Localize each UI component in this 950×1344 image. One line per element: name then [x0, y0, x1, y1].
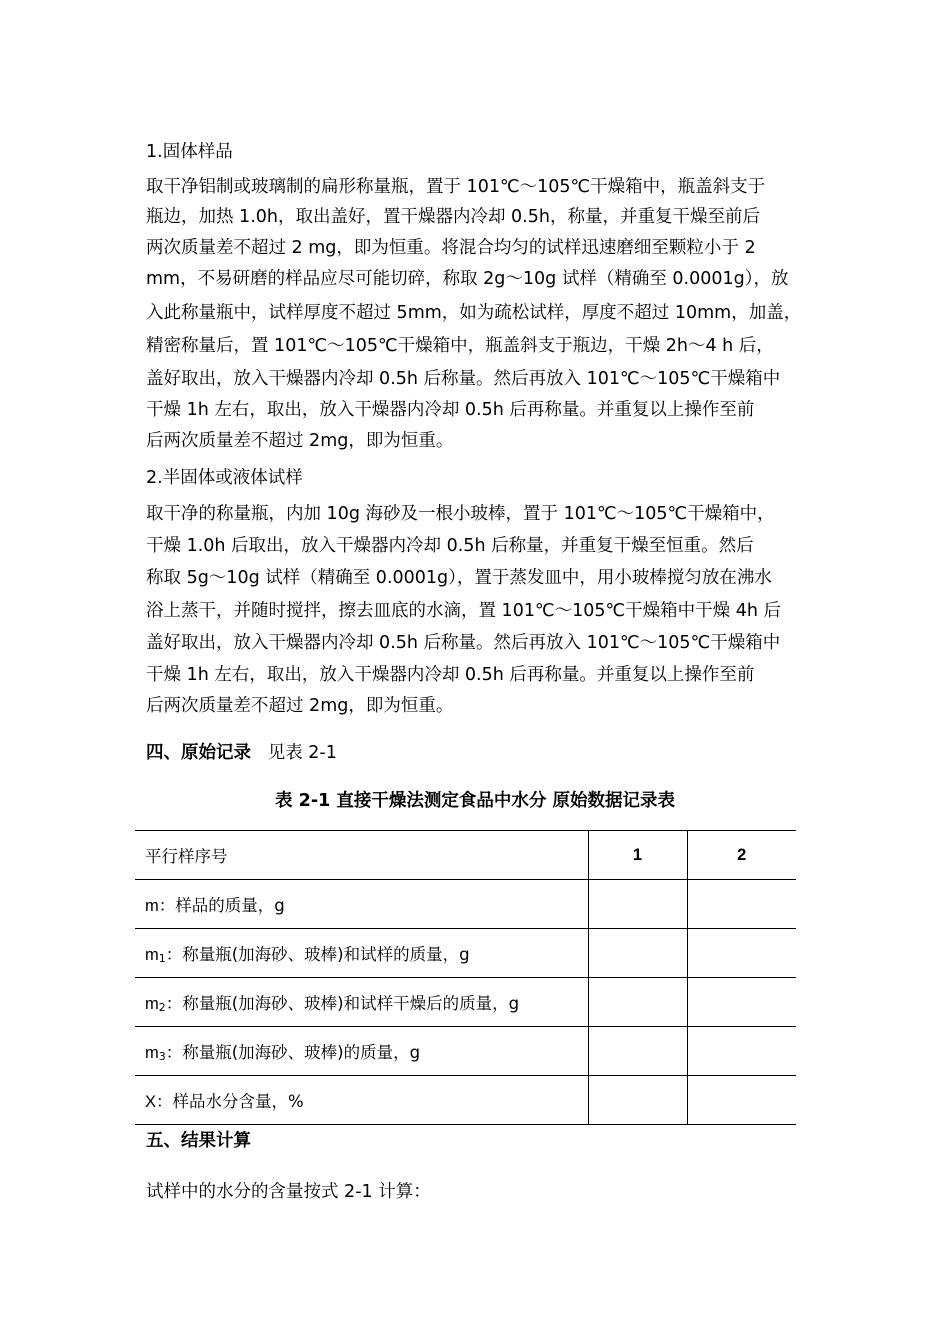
row-label: [135, 880, 588, 929]
section1-line: 两次质量差不超过 2 mg，即为恒重。将混合均匀的试样迅速磨细至颗粒小于 2: [146, 238, 756, 258]
section2-line: 取干净的称量瓶，内加 10g 海砂及一根小玻棒，置于 101℃～105℃干燥箱中，: [146, 504, 775, 524]
header-col-2: 2: [687, 831, 796, 880]
table-row: [135, 978, 796, 1027]
cell-sample-2[interactable]: [687, 978, 796, 1027]
section1-line: 盖好取出，放入干燥器内冷却 0.5h 后称量。然后再放入 101℃～105℃干燥箱中: [146, 369, 781, 389]
row-subscript: 1: [158, 952, 166, 965]
cell-sample-1[interactable]: [588, 1027, 687, 1076]
cell-sample-1[interactable]: [588, 978, 687, 1027]
section2-line: 称取 5g～10g 试样（精确至 0.0001g），置于蒸发皿中，用小玻棒搅匀放在沸水: [146, 568, 772, 588]
cell-sample-1[interactable]: [588, 880, 687, 929]
section2-line: 浴上蒸干，并随时搅拌，擦去皿底的水滴，置 101℃～105℃干燥箱中干燥 4h 后: [146, 601, 782, 621]
table-caption: 表 2-1 直接干燥法测定食品中水分 原始数据记录表: [275, 791, 675, 811]
cell-sample-1[interactable]: [588, 1076, 687, 1125]
header-col-1: 1: [588, 831, 687, 880]
row-label: [135, 1027, 588, 1076]
cell-sample-2[interactable]: [687, 880, 796, 929]
cell-sample-2[interactable]: [687, 1076, 796, 1125]
section4-heading: 四、原始记录: [146, 743, 251, 763]
header-label: 平行样序号: [135, 831, 588, 880]
row-label: [135, 929, 588, 978]
section1-line: 瓶边，加热 1.0h，取出盖好，置干燥器内冷却 0.5h，称量，并重复干燥至前后: [146, 207, 760, 227]
table-row: [135, 1076, 796, 1125]
row-subscript: 2: [158, 1001, 166, 1014]
row-text: ：称量瓶(加海砂、玻棒)的质量，g: [165, 1043, 421, 1062]
cell-sample-1[interactable]: [588, 929, 687, 978]
row-symbol: X: [145, 1093, 157, 1111]
row-text: ：称量瓶(加海砂、玻棒)和试样干燥后的质量，g: [165, 994, 520, 1013]
section2-line: 干燥 1.0h 后取出，放入干燥器内冷却 0.5h 后称量，并重复干燥至恒重。然后: [146, 536, 754, 556]
section1-line: 入此称量瓶中，试样厚度不超过 5mm，如为疏松试样，厚度不超过 10mm，加盖，: [146, 303, 802, 323]
section2-line: 盖好取出，放入干燥器内冷却 0.5h 后称量。然后再放入 101℃～105℃干燥箱中: [146, 633, 781, 653]
section4-table-ref: 见表 2-1: [267, 743, 337, 763]
section1-line: 取干净铝制或玻璃制的扁形称量瓶，置于 101℃～105℃干燥箱中，瓶盖斜支于: [146, 177, 766, 197]
raw-data-table: [135, 830, 796, 1125]
table-header-row: [135, 831, 796, 880]
cell-sample-2[interactable]: [687, 1027, 796, 1076]
section1-line: 精密称量后，置 101℃～105℃干燥箱中，瓶盖斜支于瓶边，干燥 2h～4 h 后，: [146, 336, 774, 356]
section2-line: 后两次质量差不超过 2mg，即为恒重。: [146, 696, 454, 716]
row-label: [135, 978, 588, 1027]
section5-heading: 五、结果计算: [146, 1131, 251, 1151]
row-text: ：样品的质量，g: [158, 896, 285, 915]
table-row: [135, 1027, 796, 1076]
row-symbol: m: [145, 946, 159, 964]
cell-sample-2[interactable]: [687, 929, 796, 978]
table-row: [135, 929, 796, 978]
row-symbol: m: [145, 995, 159, 1013]
section5-text: 试样中的水分的含量按式 2-1 计算：: [146, 1182, 431, 1202]
section1-title: 1.固体样品: [146, 142, 233, 162]
section1-line: mm，不易研磨的样品应尽可能切碎，称取 2g～10g 试样（精确至 0.0001g），放: [146, 269, 789, 289]
row-label: [135, 1076, 588, 1125]
section1-line: 后两次质量差不超过 2mg，即为恒重。: [146, 431, 454, 451]
table-row: [135, 880, 796, 929]
row-symbol: m: [145, 897, 159, 915]
section4-row: [146, 742, 826, 764]
section1-line: 干燥 1h 左右，取出，放入干燥器内冷却 0.5h 后再称量。并重复以上操作至前: [146, 400, 755, 420]
row-text: ：样品水分含量，%: [156, 1092, 304, 1111]
section2-title: 2.半固体或液体试样: [146, 468, 303, 488]
row-subscript: 3: [158, 1050, 166, 1063]
row-symbol: m: [145, 1044, 159, 1062]
section2-line: 干燥 1h 左右，取出，放入干燥器内冷却 0.5h 后再称量。并重复以上操作至前: [146, 665, 755, 685]
row-text: ：称量瓶(加海砂、玻棒)和试样的质量，g: [165, 945, 470, 964]
